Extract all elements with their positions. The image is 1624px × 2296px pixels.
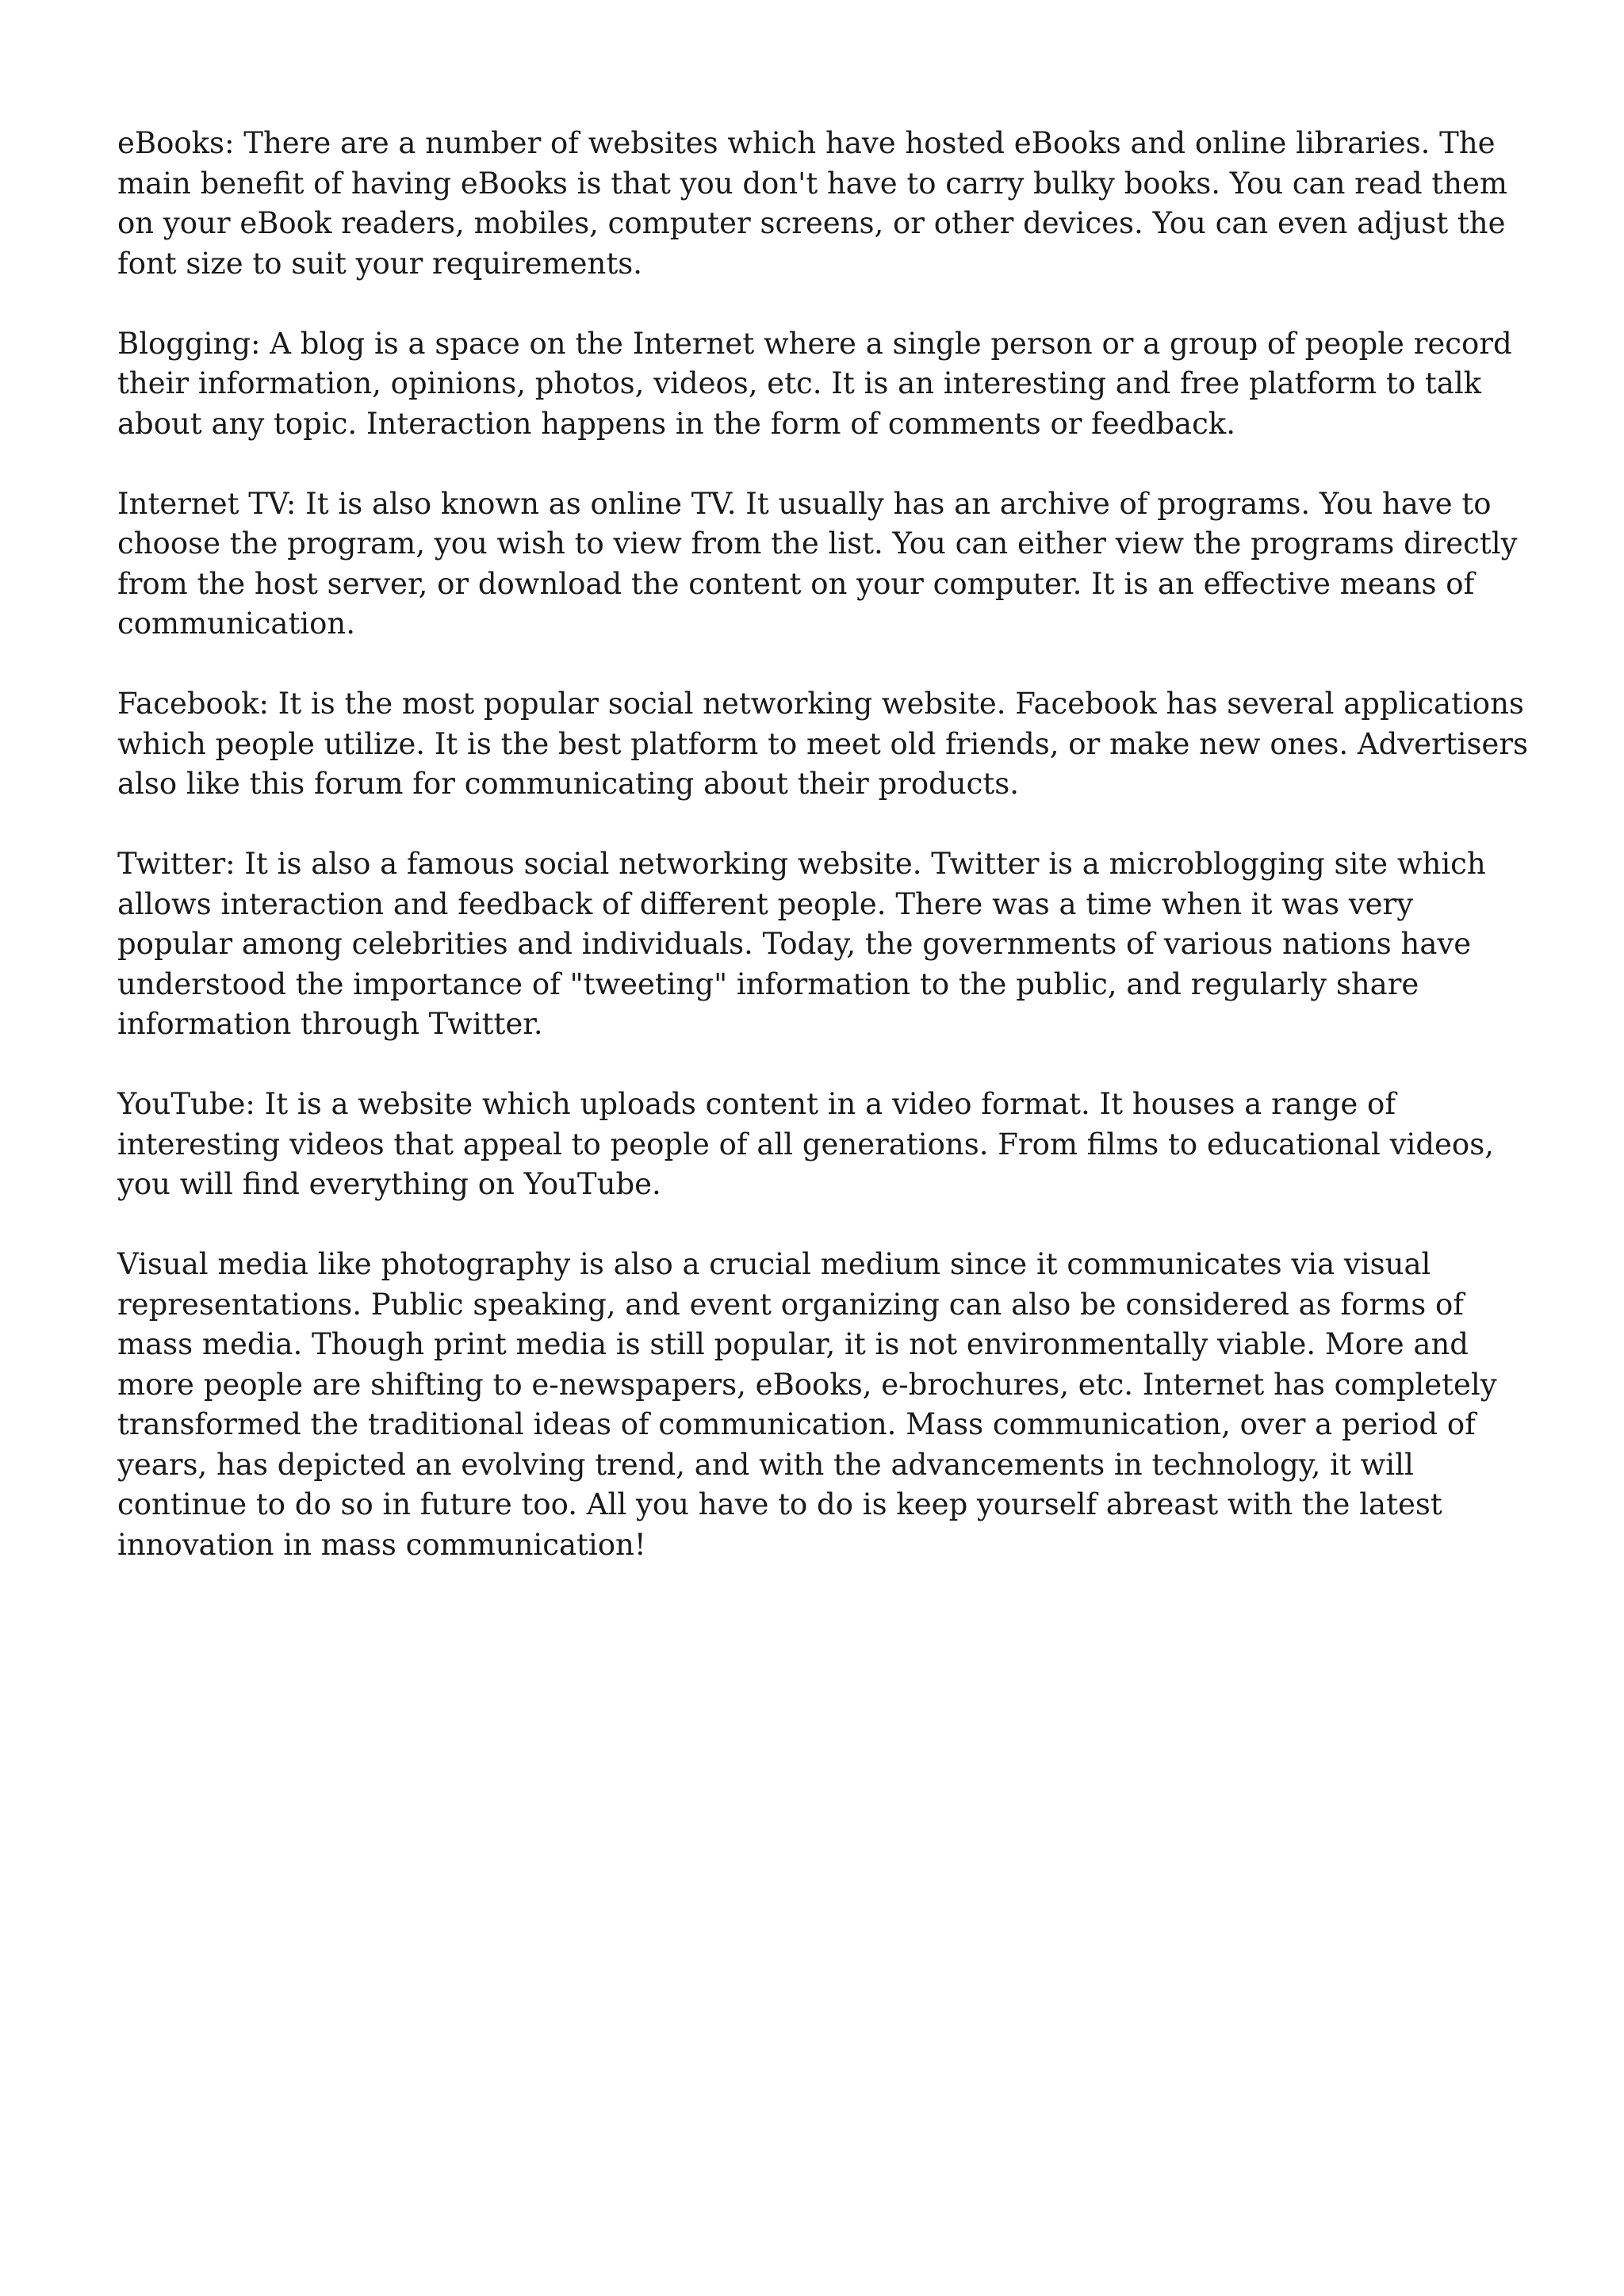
paragraph-ebooks: eBooks: There are a number of websites which have hosted eBooks and online libraries. The main benefit of having eBooks is that you don't have to carry bulky books. You can read them on your eBook readers, mobiles, computer screens, or other devices. You can even adjust the font size to suit your requirements. (117, 126, 1507, 281)
paragraph-twitter: Twitter: It is also a famous social networking website. Twitter is a microblogging site which allows interaction and feedback of different people. There was a time when it was very popular among celebrities and individuals. Today, the governments of various nations have understood the importance of "tweeting" information to the public, and regularly share information through Twitter. (117, 847, 1486, 1041)
paragraph-internet-tv: Internet TV: It is also known as online TV. It usually has an archive of programs. You have to choose the program, you wish to view from the list. You can either view the programs directly from the host server, or download the content on your computer. It is an effective means of communication. (117, 486, 1518, 641)
paragraph-facebook: Facebook: It is the most popular social networking website. Facebook has several applications which people utilize. It is the best platform to meet old friends, or make new ones. Advertisers also like this forum for communicating about their products. (117, 687, 1528, 801)
paragraph-youtube: YouTube: It is a website which uploads content in a video format. It houses a range of interesting videos that appeal to people of all generations. From films to educational videos, you will find everything on YouTube. (117, 1087, 1494, 1201)
document-body (117, 124, 1537, 1605)
paragraph-blogging: Blogging: A blog is a space on the Internet where a single person or a group of people record their information, opinions, photos, videos, etc. It is an interesting and free platform to talk about any topic. Interaction happens in the form of comments or feedback. (117, 326, 1512, 441)
paragraph-visual-media: Visual media like photography is also a crucial medium since it communicates via visual representations. Public speaking, and event organizing can also be considered as forms of mass media. Though print media is still popular, it is not environmentally viable. More and more people are shifting to e-newspapers, eBooks, e-brochures, etc. Internet has completely transformed the traditional ideas of communication. Mass communication, over a period of years, has depicted an evolving trend, and with the advancements in technology, it will continue to do so in future too. All you have to do is keep yourself abreast with the latest innovation in mass communication! (117, 1247, 1497, 1562)
